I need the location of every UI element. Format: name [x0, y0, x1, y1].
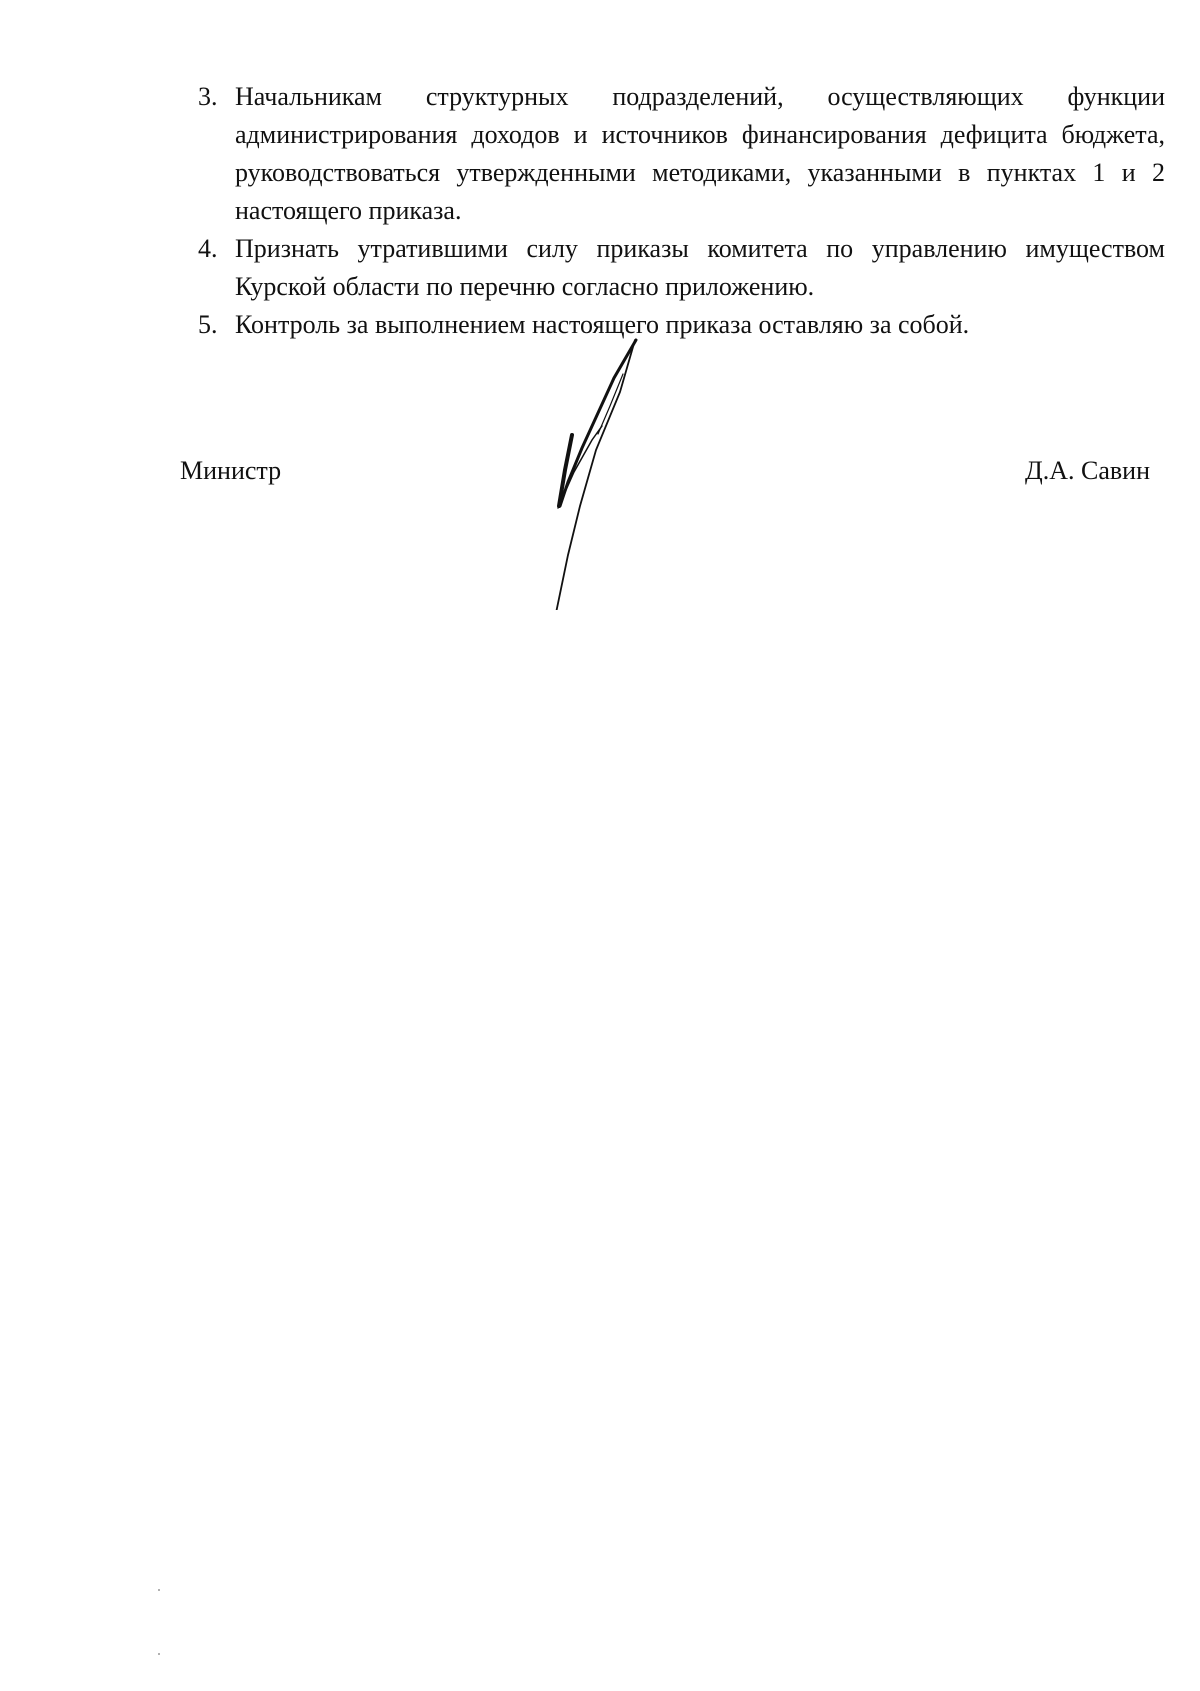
- order-items-list: [190, 78, 1165, 344]
- scan-mark: [158, 1589, 160, 1591]
- item-text: Контроль за выполнением настоящего приказа оставляю за собой.: [235, 310, 970, 339]
- item-number: 5.: [198, 310, 218, 339]
- signer-position: Министр: [180, 456, 282, 485]
- signer-name: Д.А. Савин: [1025, 456, 1150, 485]
- order-item-3: [190, 78, 1165, 230]
- order-item-4: [190, 230, 1165, 306]
- item-number: 4.: [198, 234, 218, 263]
- handwritten-signature: [530, 330, 650, 610]
- scan-mark: [158, 1653, 160, 1655]
- item-text: Признать утратившими силу приказы комитета по управлению имуществом Курской области по перечню согласно приложению.: [235, 234, 1165, 301]
- item-number: 3.: [198, 82, 218, 111]
- item-text: Начальникам структурных подразделений, осуществляющих функции администрирования доходов и источников финансирования дефицита бюджета, руководствоваться утвержденными методиками, указанными в пунктах 1 и 2 настоящего приказа.: [235, 82, 1165, 225]
- order-item-5: [190, 306, 1165, 344]
